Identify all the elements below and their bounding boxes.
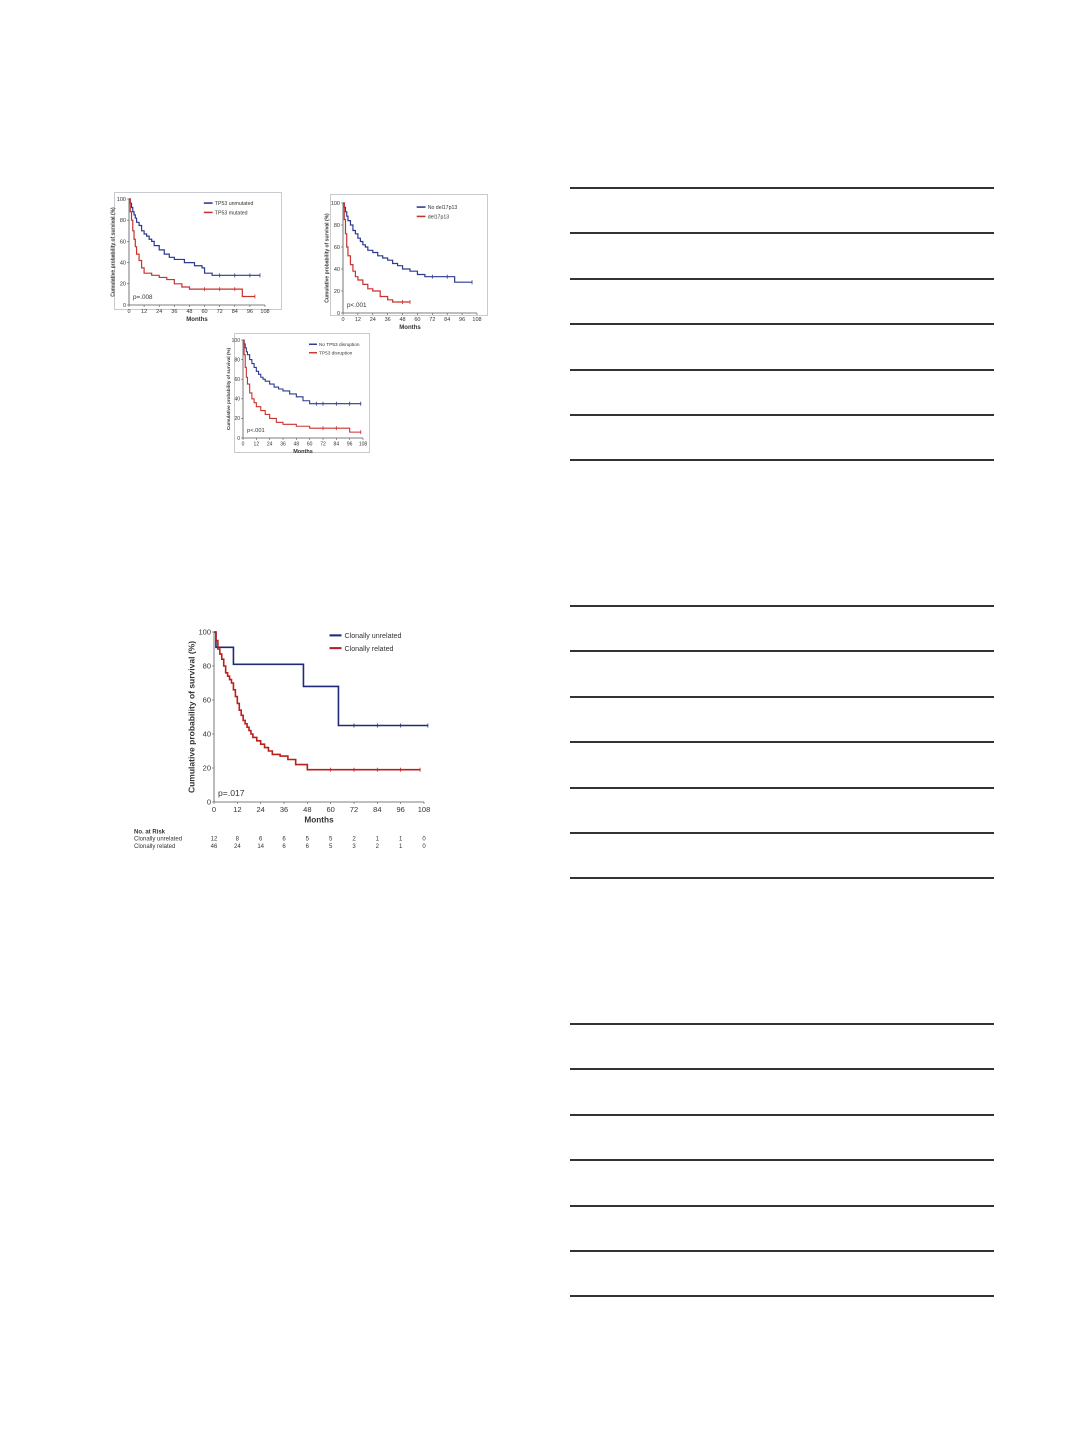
note-line (570, 650, 994, 652)
note-line (570, 187, 994, 189)
note-line (570, 787, 994, 789)
legend-label: TP53 mutated (214, 210, 248, 217)
x-tick-label: 84 (231, 309, 238, 315)
p-value-annotation: p<.001 (347, 302, 367, 309)
risk-table-cell: 6 (258, 836, 263, 843)
x-tick-label: 84 (444, 317, 451, 323)
note-line (570, 832, 994, 834)
risk-table-cell: 1 (398, 843, 403, 850)
x-tick-label: 48 (303, 805, 312, 814)
y-axis-label: Cumulative probability of survival (%) (324, 213, 331, 303)
y-tick-label: 100 (198, 627, 211, 637)
y-tick-label: 0 (122, 302, 126, 309)
km-chart-clonal-relationship (130, 620, 440, 860)
km-chart-tp53-mutation (110, 192, 282, 324)
x-tick-label: 108 (358, 441, 368, 448)
x-tick-label: 60 (306, 441, 313, 448)
y-tick-label: 100 (330, 200, 340, 207)
risk-table-cell: 0 (422, 843, 426, 850)
p-value-annotation: p<.001 (247, 428, 265, 434)
y-tick-label: 80 (202, 661, 211, 671)
km-chart-del17p13 (324, 194, 488, 332)
legend-label: TP53 unmutated (214, 201, 254, 207)
y-tick-label: 60 (333, 244, 340, 251)
y-tick-label: 100 (116, 196, 126, 203)
note-line (570, 696, 994, 698)
x-tick-label: 12 (354, 317, 361, 323)
risk-table-header: No. at Risk (134, 829, 166, 836)
x-tick-label: 12 (141, 309, 148, 315)
x-axis-label: Months (293, 449, 313, 455)
x-tick-label: 0 (127, 309, 131, 315)
risk-table-cell: 5 (305, 836, 310, 843)
x-tick-label: 48 (186, 309, 193, 315)
risk-table-cell: 6 (282, 836, 286, 843)
y-tick-label: 100 (231, 337, 240, 344)
x-tick-label: 108 (260, 309, 270, 315)
risk-table-cell: 1 (398, 836, 403, 843)
chart-svg (130, 620, 440, 860)
legend-label: Clonally unrelated (344, 632, 402, 640)
y-tick-label: 40 (234, 396, 240, 403)
note-line (570, 1023, 994, 1025)
x-tick-label: 0 (211, 805, 217, 814)
risk-table-cell: 2 (352, 836, 356, 843)
x-tick-label: 36 (384, 317, 391, 323)
x-axis-label: Months (186, 317, 208, 324)
risk-table-cell: 5 (328, 843, 333, 850)
note-line (570, 369, 994, 371)
x-tick-label: 36 (171, 309, 178, 315)
note-line (570, 323, 994, 325)
x-tick-label: 72 (349, 805, 359, 814)
x-tick-label: 12 (253, 441, 260, 448)
y-tick-label: 60 (234, 376, 240, 383)
x-tick-label: 0 (341, 317, 345, 323)
risk-table-cell: 46 (210, 843, 218, 850)
note-line (570, 1295, 994, 1297)
note-line (570, 1068, 994, 1070)
x-tick-label: 48 (399, 317, 406, 323)
x-tick-label: 0 (241, 441, 245, 448)
note-line (570, 1114, 994, 1116)
y-tick-label: 20 (119, 281, 126, 288)
x-tick-label: 96 (459, 317, 466, 323)
y-tick-label: 60 (202, 695, 211, 705)
x-tick-label: 72 (320, 441, 326, 448)
note-line (570, 278, 994, 280)
risk-table-cell: 6 (282, 843, 286, 850)
y-tick-label: 40 (119, 260, 126, 267)
note-line (570, 414, 994, 416)
chart-svg (110, 193, 281, 324)
survival-curve-0 (214, 632, 428, 726)
legend-label: TP53 disruption (319, 351, 353, 357)
x-tick-label: 84 (333, 441, 340, 448)
x-tick-label: 24 (369, 317, 376, 323)
y-axis-label: Cumulative probability of survival (%) (110, 207, 117, 297)
note-line (570, 741, 994, 743)
y-tick-label: 60 (119, 239, 126, 246)
x-tick-label: 72 (216, 309, 223, 315)
y-tick-label: 20 (333, 288, 340, 295)
risk-table-cell: 12 (210, 836, 218, 843)
x-tick-label: 108 (417, 805, 431, 814)
km-chart-tp53-disruption (226, 333, 370, 455)
x-tick-label: 24 (156, 309, 163, 315)
x-tick-label: 108 (472, 317, 482, 323)
risk-table-cell: 3 (352, 843, 356, 850)
note-line (570, 232, 994, 234)
survival-curve-0 (243, 340, 361, 404)
note-line (570, 459, 994, 461)
legend-label: Clonally related (344, 644, 394, 653)
y-tick-label: 40 (202, 729, 211, 739)
x-tick-label: 72 (429, 317, 436, 323)
x-tick-label: 36 (280, 441, 286, 448)
risk-table-cell: 0 (422, 836, 426, 843)
legend-label: No TP53 disruption (319, 343, 360, 348)
y-tick-label: 0 (336, 310, 340, 317)
legend-label: del17p13 (427, 214, 450, 221)
risk-table-cell: 6 (305, 843, 310, 850)
chart-svg (324, 195, 487, 332)
legend-label: No del17p13 (427, 205, 458, 211)
x-tick-label: 60 (326, 805, 335, 814)
risk-table-cell: 1 (375, 836, 380, 843)
y-axis-label: Cumulative probability of survival (%) (226, 347, 231, 431)
risk-table-cell: 2 (375, 843, 380, 850)
x-tick-label: 84 (373, 805, 382, 814)
y-tick-label: 80 (234, 357, 240, 364)
risk-table-cell: 5 (328, 836, 333, 843)
x-axis-label: Months (399, 325, 421, 332)
y-tick-label: 20 (202, 763, 211, 773)
x-tick-label: 60 (414, 317, 421, 323)
x-tick-label: 96 (396, 805, 405, 814)
x-tick-label: 24 (256, 805, 265, 814)
y-tick-label: 40 (333, 266, 340, 273)
x-tick-label: 12 (233, 805, 242, 814)
y-tick-label: 80 (119, 218, 126, 225)
p-value-annotation: p=.008 (133, 294, 153, 301)
risk-table-row-label: Clonally unrelated (134, 836, 183, 843)
note-line (570, 1159, 994, 1161)
note-line (570, 1250, 994, 1252)
y-tick-label: 80 (333, 222, 340, 229)
note-line (570, 605, 994, 607)
x-tick-label: 96 (246, 309, 253, 315)
risk-table-cell: 8 (235, 836, 240, 843)
x-tick-label: 96 (346, 441, 353, 448)
note-line (570, 877, 994, 879)
x-tick-label: 60 (201, 309, 208, 315)
x-tick-label: 24 (266, 441, 273, 448)
x-tick-label: 48 (293, 441, 300, 448)
risk-table-cell: 14 (257, 843, 265, 850)
y-tick-label: 20 (234, 416, 240, 423)
y-axis-label: Cumulative probability of survival (%) (186, 640, 197, 794)
risk-table-row-label: Clonally related (134, 843, 176, 850)
note-line (570, 1205, 994, 1207)
risk-table-cell: 24 (233, 843, 241, 850)
p-value-annotation: p=.017 (218, 788, 245, 798)
x-axis-label: Months (304, 815, 334, 825)
y-tick-label: 0 (237, 435, 240, 442)
chart-svg (226, 334, 369, 455)
y-tick-label: 0 (206, 797, 211, 807)
survival-curve-0 (343, 203, 472, 282)
x-tick-label: 36 (279, 805, 289, 814)
